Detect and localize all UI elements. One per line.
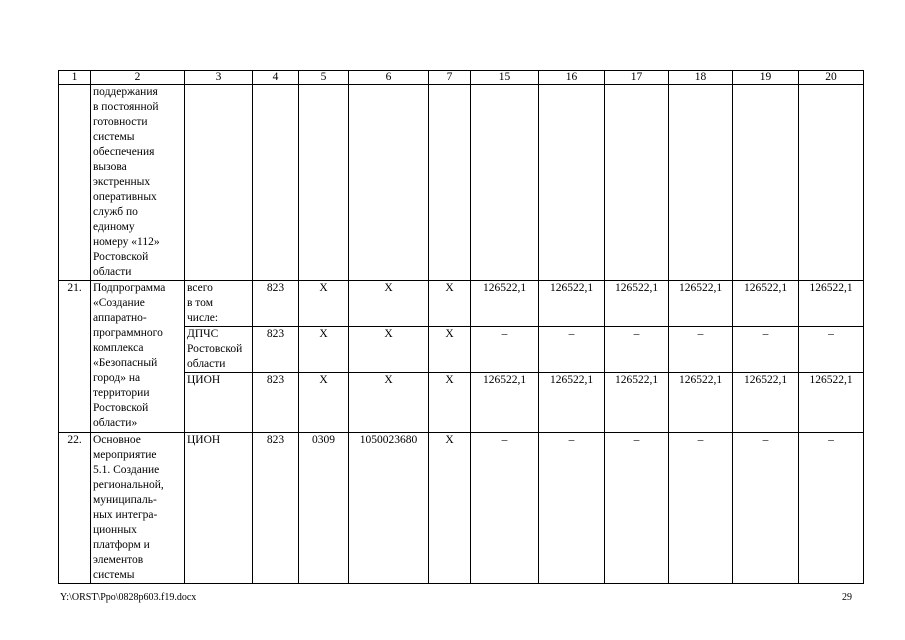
value-cell: 126522,1	[605, 373, 669, 433]
executor-cell: всего в том числе:	[185, 281, 253, 327]
table-cell: Х	[349, 327, 429, 373]
value-cell: 126522,1	[471, 281, 539, 327]
value-cell: 126522,1	[605, 281, 669, 327]
table-cell: Х	[299, 327, 349, 373]
value-cell: –	[669, 433, 733, 584]
executor-cell: ДПЧС Ростовской области	[185, 327, 253, 373]
row-name-cell: поддержания в постоянной готовности системы обеспечения вызова экстренных оперативных служб по единому номеру «112» Ростовской области	[91, 85, 185, 281]
header-cell: 2	[91, 71, 185, 85]
header-cell: 4	[253, 71, 299, 85]
value-cell: 126522,1	[733, 281, 799, 327]
row-number: 22.	[59, 433, 91, 584]
footer-file-path: Y:\ORST\Ppo\0828p603.f19.docx	[60, 592, 197, 603]
header-cell: 18	[669, 71, 733, 85]
header-cell: 3	[185, 71, 253, 85]
header-cell: 19	[733, 71, 799, 85]
table-row-21a	[59, 281, 864, 327]
table-cell: Х	[349, 281, 429, 327]
table-cell: Х	[299, 281, 349, 327]
value-cell: –	[605, 433, 669, 584]
value-cell: –	[799, 327, 864, 373]
value-cell: –	[799, 433, 864, 584]
value-cell: 126522,1	[733, 373, 799, 433]
value-cell: 126522,1	[539, 373, 605, 433]
header-cell: 6	[349, 71, 429, 85]
page-number: 29	[842, 592, 852, 603]
table-cell: Х	[429, 281, 471, 327]
value-cell: 126522,1	[471, 373, 539, 433]
value-cell: –	[605, 327, 669, 373]
header-cell: 17	[605, 71, 669, 85]
row-name-cell: Основное мероприятие 5.1. Создание региональной, муниципаль- ных интегра- ционных платформ и элементов системы	[91, 433, 185, 584]
table-row-continuation	[59, 85, 864, 281]
value-cell: 126522,1	[799, 373, 864, 433]
table-cell: 823	[253, 433, 299, 584]
table-cell: Х	[429, 433, 471, 584]
header-cell: 7	[429, 71, 471, 85]
table-cell: 823	[253, 281, 299, 327]
value-cell: –	[539, 433, 605, 584]
header-cell: 1	[59, 71, 91, 85]
value-cell: 126522,1	[799, 281, 864, 327]
table-cell: Х	[299, 373, 349, 433]
value-cell: 126522,1	[669, 373, 733, 433]
table-cell: Х	[429, 373, 471, 433]
table-cell: 0309	[299, 433, 349, 584]
budget-table	[58, 70, 864, 584]
table-row-22	[59, 433, 864, 584]
value-cell: –	[471, 433, 539, 584]
executor-cell: ЦИОН	[185, 433, 253, 584]
table-cell: Х	[349, 373, 429, 433]
header-cell: 5	[299, 71, 349, 85]
row-name-cell: Подпрограмма «Создание аппаратно- программного комплекса «Безопасный город» на территории Ростовской области»	[91, 281, 185, 433]
value-cell: –	[471, 327, 539, 373]
header-row	[59, 71, 864, 85]
value-cell: 126522,1	[669, 281, 733, 327]
row-number: 21.	[59, 281, 91, 433]
header-cell: 20	[799, 71, 864, 85]
table-cell: Х	[429, 327, 471, 373]
table-cell: 1050023680	[349, 433, 429, 584]
table-cell: 823	[253, 327, 299, 373]
executor-cell: ЦИОН	[185, 373, 253, 433]
table-cell: 823	[253, 373, 299, 433]
header-cell: 16	[539, 71, 605, 85]
value-cell: 126522,1	[539, 281, 605, 327]
value-cell: –	[733, 433, 799, 584]
header-cell: 15	[471, 71, 539, 85]
value-cell: –	[539, 327, 605, 373]
value-cell: –	[733, 327, 799, 373]
value-cell: –	[669, 327, 733, 373]
